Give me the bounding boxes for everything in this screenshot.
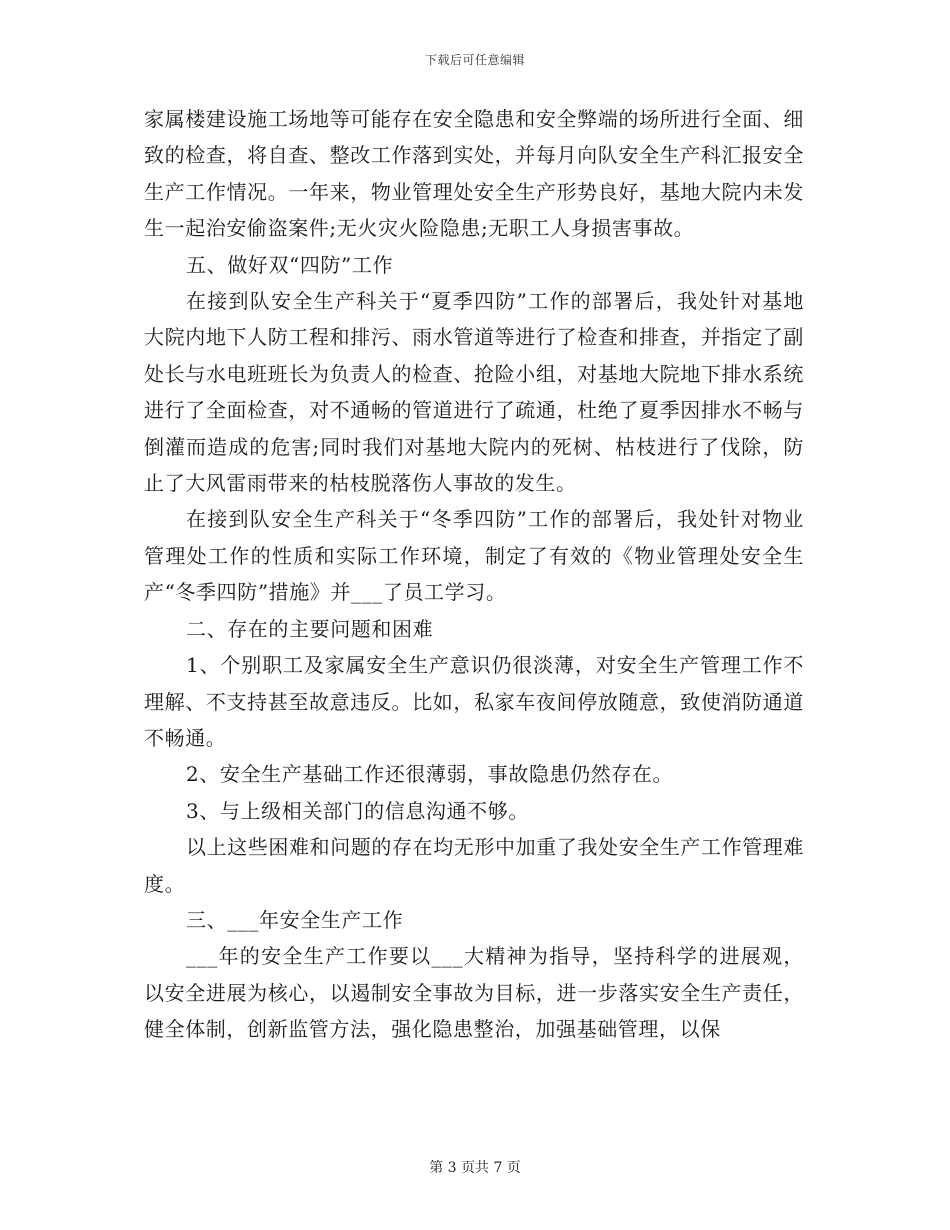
paragraph: ___年的安全生产工作要以___大精神为指导，坚持科学的进展观，以安全进展为核心，以遏制安全事故为目标，进一步落实安全生产责任，健全体制，创新监管方法，强化隐患整治，加强基础管理，以保 <box>144 944 804 1042</box>
list-item: 2、安全生产基础工作还很薄弱，事故隐患仍然存在。 <box>186 762 674 787</box>
paragraph: 家属楼建设施工场地等可能存在安全隐患和安全弊端的场所进行全面、细致的检查，将自查、整改工作落到实处，并每月向队安全生产科汇报安全生产工作情况。一年来，物业管理处安全生产形势良好，基地大院内未发生一起治安偷盗案件;无火灾火险隐患;无职工人身损害事故。 <box>144 107 804 241</box>
page-number: 第 3 页共 7 页 <box>429 1160 521 1176</box>
document-body <box>144 101 804 1048</box>
section-heading: 三、___年安全生产工作 <box>186 907 404 932</box>
section-heading: 二、存在的主要问题和困难 <box>186 616 434 641</box>
paragraph: 以上这些困难和问题的存在均无形中加重了我处安全生产工作管理难度。 <box>144 835 804 896</box>
list-item: 1、个别职工及家属安全生产意识仍很淡薄，对安全生产管理工作不理解、不支持甚至故意违反。比如，私家车夜间停放随意，致使消防通道不畅通。 <box>144 653 804 750</box>
paragraph: 在接到队安全生产科关于“夏季四防”工作的部署后，我处针对基地大院内地下人防工程和排污、雨水管道等进行了检查和排查，并指定了副处长与水电班班长为负责人的检查、抢险小组，对基地大院地下排水系统进行了全面检查，对不通畅的管道进行了疏通，杜绝了夏季因排水不畅与倒灌而造成的危害;同时我们对基地大院内的死树、枯枝进行了伐除，防止了大风雷雨带来的枯枝脱落伤人事故的发生。 <box>144 289 804 496</box>
section-heading: 五、做好双“四防”工作 <box>186 252 394 277</box>
list-item: 3、与上级相关部门的信息沟通不够。 <box>186 798 529 823</box>
page-header-note: 下载后可任意编辑 <box>424 53 525 67</box>
paragraph: 在接到队安全生产科关于“冬季四防”工作的部署后，我处针对物业管理处工作的性质和实际工作环境，制定了有效的《物业管理处安全生产“冬季四防”措施》并___了员工学习。 <box>144 507 804 605</box>
